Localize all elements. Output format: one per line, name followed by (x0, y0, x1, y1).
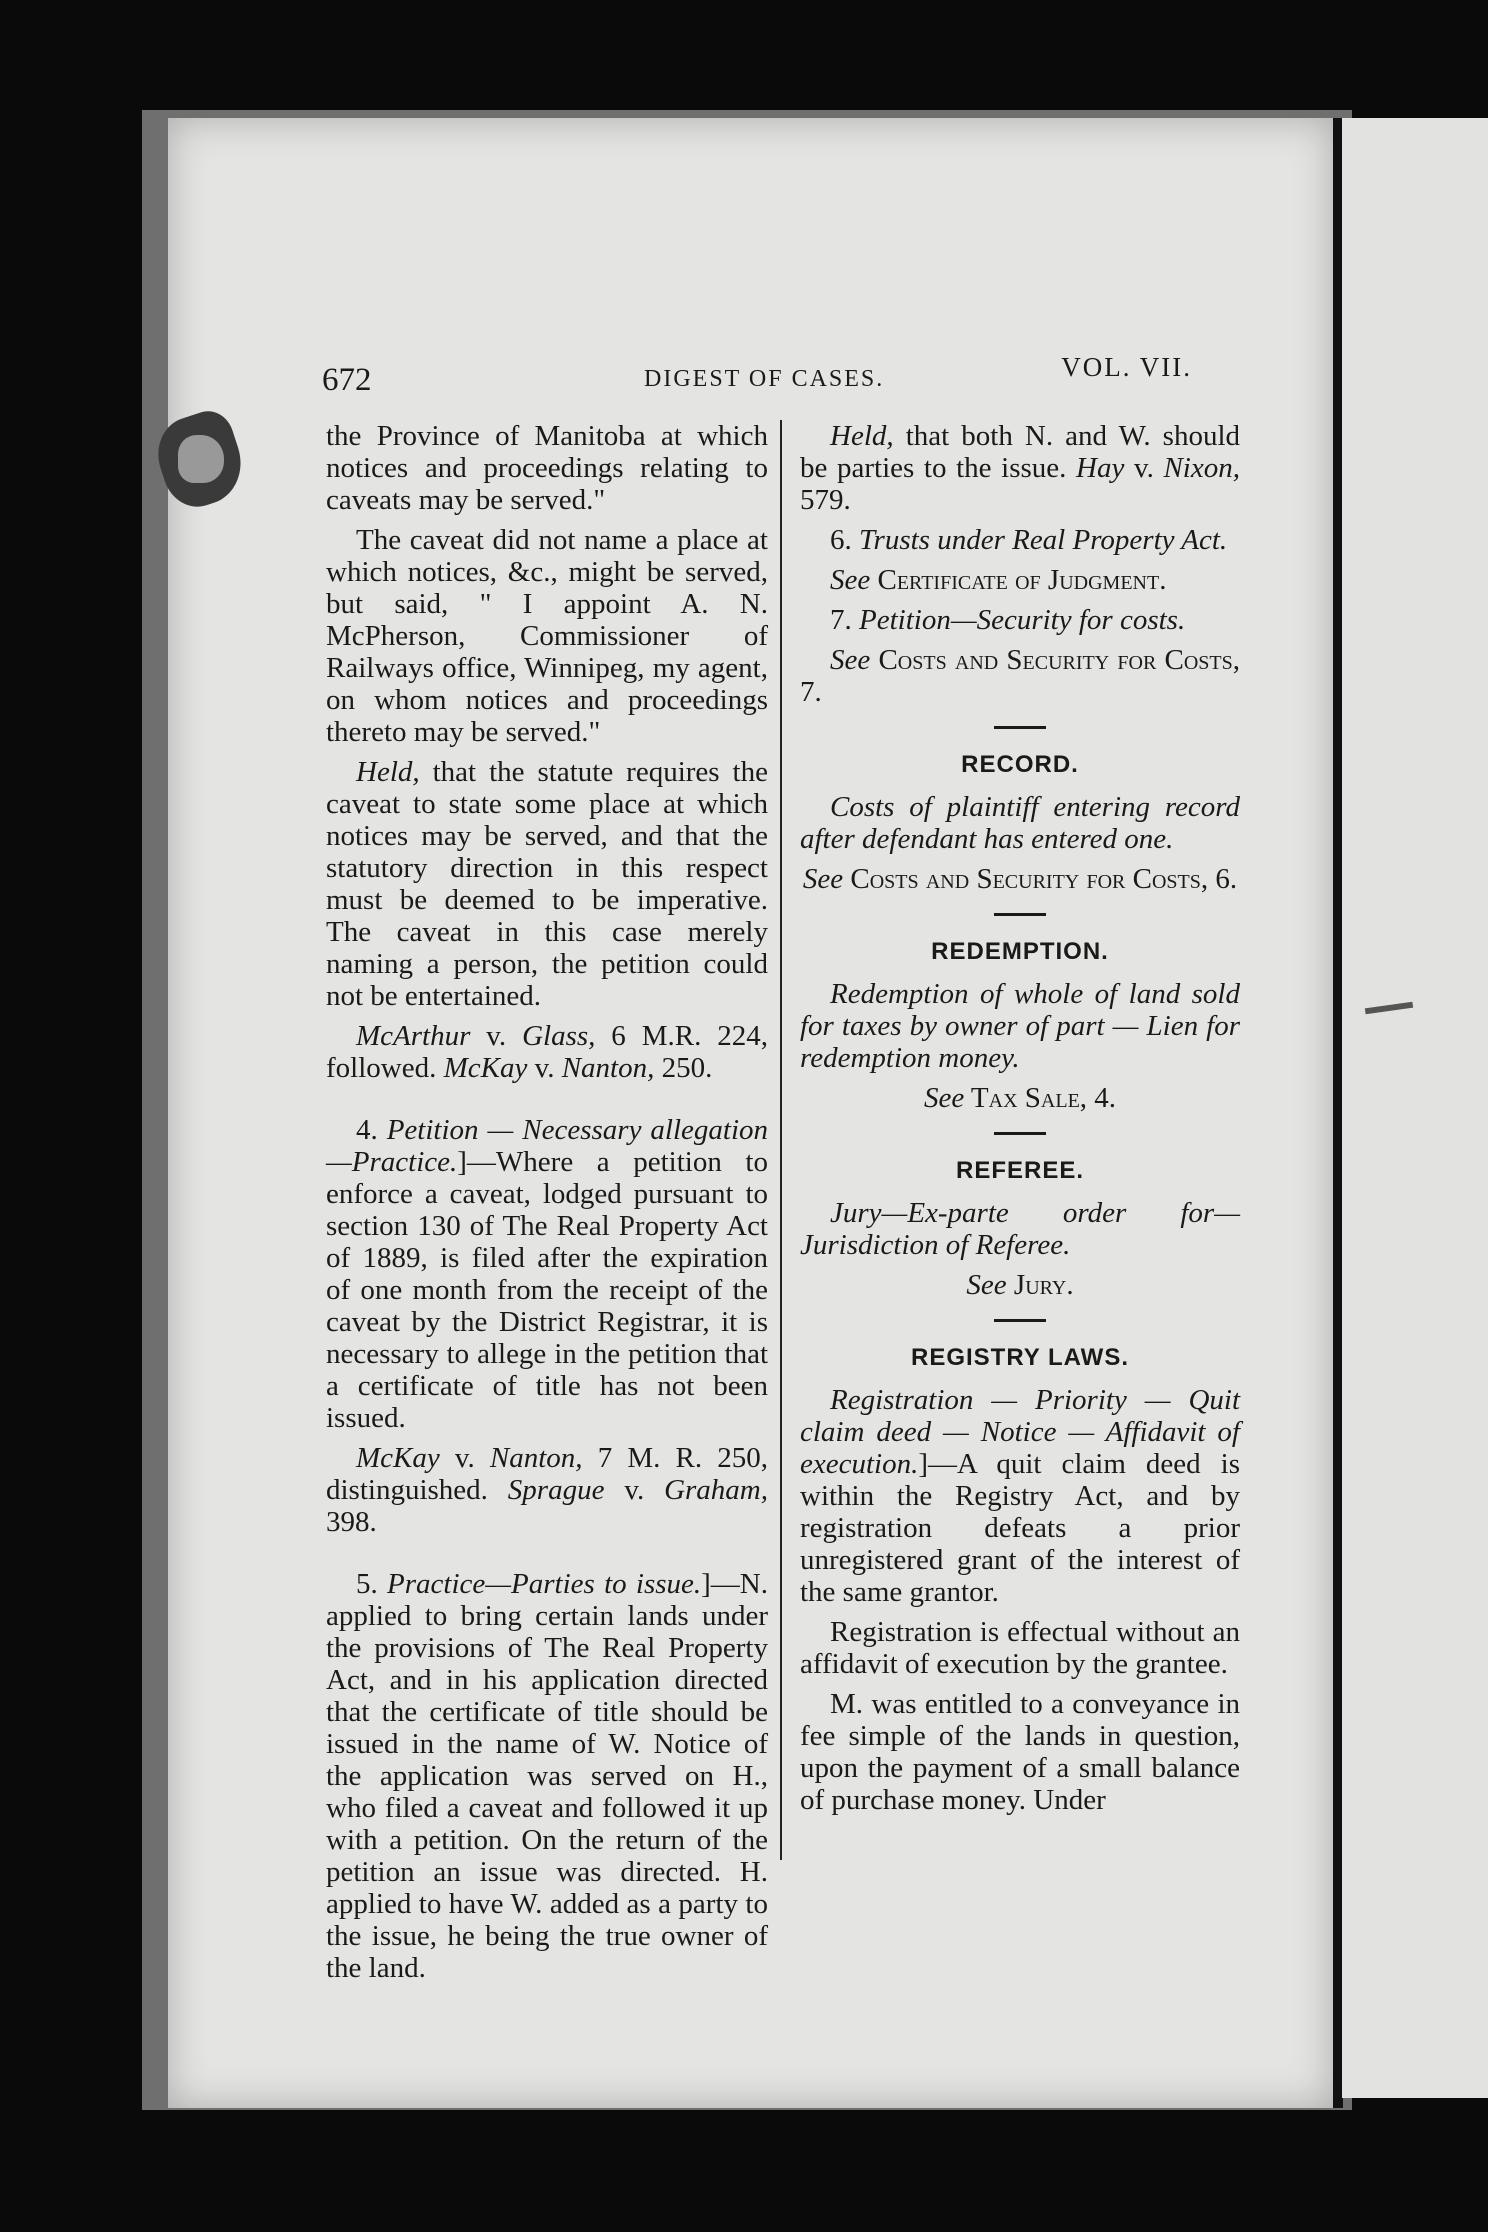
section-text: ]—N. applied to bring certain lands under the provisions of The Real Property Act, and in his application directed that the certificate of title should be issued in the name of W. Notice of the application was served on H., who filed a caveat and followed it up with a petition. On the return of the petition an issue was directed. H. applied to have W. added as a party to the issue, he being the true owner of the land. (326, 1568, 768, 1984)
page-number: 672 (322, 362, 372, 398)
registry-entry (800, 1384, 1240, 1608)
volume-label: VOL. VII. (1061, 352, 1192, 382)
versus: v. (439, 1442, 490, 1474)
case-name: Nanton, (489, 1442, 583, 1474)
section-separator (994, 726, 1046, 729)
section-text: ]—Where a petition to enforce a caveat, lodged pursuant to section 130 of The Real Property Act of 1889, is filed after the expiration of one month from the receipt of the caveat by the District Registrar, it is necessary to allege in the petition that a certificate of title has not been issued. (326, 1146, 768, 1434)
ink-blot-highlight (178, 435, 224, 483)
case-citation (326, 1020, 768, 1084)
entry-title-text: Jury—Ex-parte order for—Jurisdiction of Referee. (800, 1197, 1240, 1261)
paragraph (326, 756, 768, 1012)
reference-text: Tax Sale, 4. (964, 1082, 1117, 1114)
citation-text: 250. (654, 1052, 713, 1084)
see-label: See (966, 1269, 1007, 1301)
spacer (326, 1092, 768, 1114)
section-number: 6. (830, 524, 859, 556)
see-label: See (830, 564, 871, 596)
held-label: Held, (356, 756, 420, 788)
entry-title (800, 978, 1240, 1074)
facing-page-strip (1342, 118, 1488, 2098)
case-name: Nixon, (1163, 452, 1240, 484)
see-label: See (830, 644, 871, 676)
case-name: Graham, (664, 1474, 768, 1506)
section-title: Trusts under Real Property Act. (859, 524, 1228, 556)
see-label: See (923, 1082, 965, 1114)
paragraph: the Province of Manitoba at which notices and proceedings relating to caveats may be served." (326, 420, 768, 516)
case-name: Sprague (507, 1474, 605, 1506)
cross-reference (800, 644, 1240, 708)
section-number: 4. (356, 1114, 387, 1146)
paragraph: M. was entitled to a conveyance in fee simple of the lands in question, upon the payment of a small balance of purchase money. Under (800, 1688, 1240, 1816)
column-rule (780, 420, 782, 1860)
heading-redemption: REDEMPTION. (931, 938, 1109, 965)
section-title: Practice—Parties to issue. (387, 1568, 702, 1600)
paragraph-text: that both N. and W. should be parties to the issue. (800, 420, 1240, 484)
reference-text: Certificate of Judgment. (870, 564, 1167, 596)
heading-record: RECORD. (961, 751, 1079, 778)
running-title: DIGEST OF CASES. (644, 366, 885, 392)
reference-text: Costs and Security for Costs, 6. (843, 863, 1238, 895)
case-name: Hay (1076, 452, 1125, 484)
cross-reference (800, 1269, 1240, 1301)
section-number: 5. (356, 1568, 388, 1600)
heading-referee: REFEREE. (955, 1157, 1085, 1184)
paragraph-text: that the statute requires the caveat to state some place at which notices may be served, and that the statutory direction in this respect must be deemed to be imperative. The caveat in this case merely naming a person, the petition could not be entertained. (326, 756, 768, 1012)
section-number: 7. (830, 604, 859, 636)
versus: v. (527, 1052, 562, 1084)
case-name: McArthur (356, 1020, 471, 1052)
heading-registry-laws: REGISTRY LAWS. (910, 1344, 1130, 1371)
entry-title (800, 791, 1240, 855)
section-separator (994, 1319, 1046, 1322)
case-name: Glass, (522, 1020, 596, 1052)
entry-title-text: Redemption of whole of land sold for taxes by owner of part — Lien for redemption money. (800, 978, 1240, 1074)
paragraph: Registration is effectual without an affidavit of execution by the grantee. (800, 1616, 1240, 1680)
entry-text: ]—A quit claim deed is within the Registry Act, and by registration defeats a prior unregistered grant of the interest of the same grantor. (800, 1448, 1240, 1608)
see-label: See (802, 863, 844, 895)
case-name: McKay (356, 1442, 440, 1474)
citation-text: 7 M. R. 250, distinguished. (326, 1442, 768, 1506)
section-6 (800, 524, 1240, 556)
section-title: Petition—Security for costs. (859, 604, 1186, 636)
section-separator (994, 913, 1046, 916)
versus: v. (470, 1020, 523, 1052)
reference-text: Jury. (1006, 1269, 1074, 1301)
page-header (322, 352, 1202, 402)
entry-title-text: Costs of plaintiff entering record after defendant has entered one. (800, 791, 1240, 855)
cross-reference (800, 564, 1240, 596)
case-name: Nanton, (561, 1052, 655, 1084)
cross-reference (800, 863, 1240, 895)
entry-title-text: Registration — Priority — Quit claim deed — Notice — Affidavit of execution. (800, 1384, 1240, 1480)
reference-text: Costs and Security for Costs, 7. (800, 644, 1240, 708)
paragraph (800, 420, 1240, 516)
case-citation (326, 1442, 768, 1538)
citation-text: 579. (800, 484, 851, 516)
section-7 (800, 604, 1240, 636)
cross-reference (800, 1082, 1240, 1114)
paragraph: The caveat did not name a place at which notices, &c., might be served, but said, " I appoint A. N. McPherson, Commissioner of Railways office, Winnipeg, my agent, on whom notices and proceedings thereto may be served." (326, 524, 768, 748)
left-column (326, 420, 768, 1992)
section-separator (994, 1132, 1046, 1135)
spacer (326, 1546, 768, 1568)
case-name: McKay (443, 1052, 528, 1084)
held-label: Held, (830, 420, 894, 452)
right-column (800, 420, 1240, 1824)
section-5 (326, 1568, 768, 1984)
section-4 (326, 1114, 768, 1434)
versus: v. (604, 1474, 665, 1506)
entry-title (800, 1197, 1240, 1261)
citation-text: 6 M.R. 224, followed. (326, 1020, 768, 1084)
versus: v. (1124, 452, 1164, 484)
section-title: Petition — Necessary allegation—Practice. (326, 1114, 768, 1178)
citation-text: 398. (326, 1506, 377, 1538)
